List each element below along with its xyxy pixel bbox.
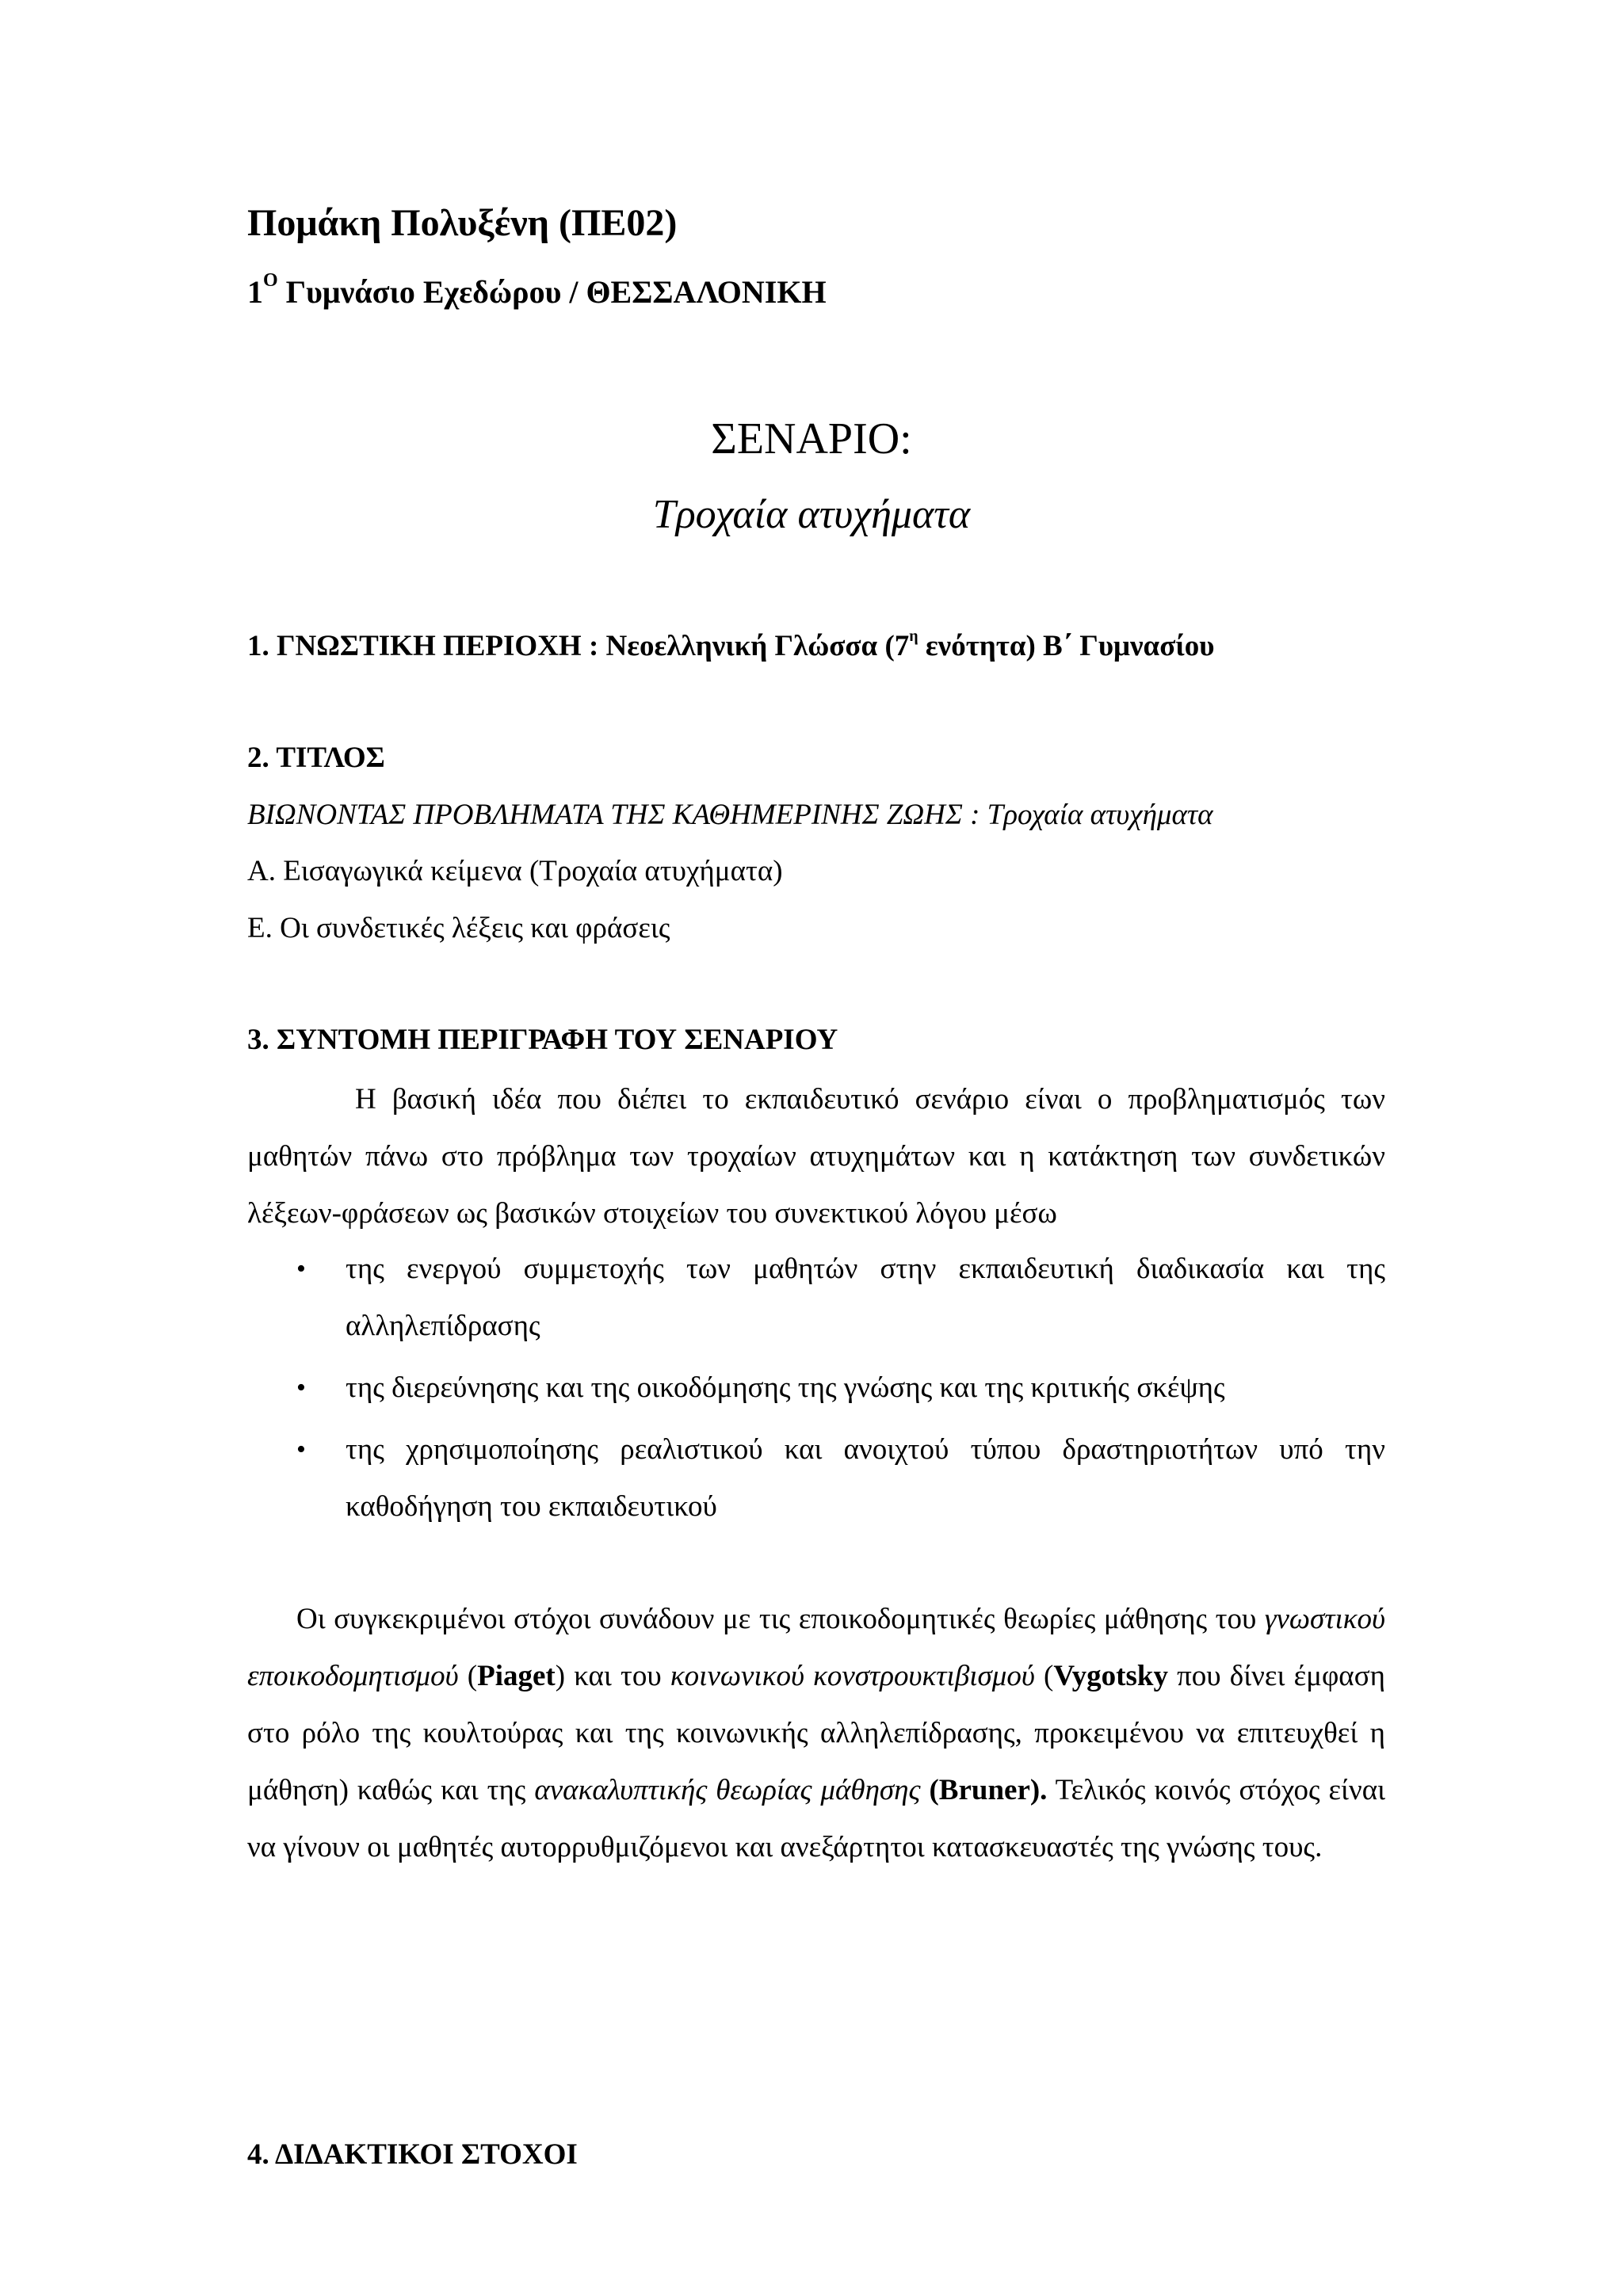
paragraph-text: που δίνει έμφαση στο ρόλο της κουλτούρας και της κοινωνικής αλληλεπίδρασης, προκειμένου να επιτευχθεί η μάθηση) καθώς και της	[247, 1660, 1385, 1806]
bullet-text: της ενεργού συμμετοχής των μαθητών στην εκπαιδευτική διαδικασία και της αλληλεπίδρασης	[346, 1253, 1385, 1342]
section1-heading	[247, 629, 1385, 663]
emphasis-text: γνωστικού εποικοδομητισμού	[247, 1603, 1385, 1692]
bullet-icon: •	[296, 1435, 306, 1464]
section2-heading: 2. ΤΙΤΛΟΣ	[247, 742, 385, 774]
strong-text: Piaget	[477, 1660, 556, 1692]
emphasis-text: κοινωνικού κονστρουκτιβισμού	[670, 1660, 1035, 1692]
bullet-icon: •	[296, 1254, 306, 1283]
section3-theory-paragraph	[247, 1591, 1385, 1876]
section4-heading: 4. ΔΙΔΑΚΤΙΚΟΙ ΣΤΟΧΟΙ	[247, 2138, 578, 2171]
section3-intro-paragraph: Η βασική ιδέα που διέπει το εκπαιδευτικό σενάριο είναι ο προβληματισμός των μαθητών πάνω στο πρόβλημα των τροχαίων ατυχημάτων και η κατάκτηση των συνδετικών λέξεων-φράσεων ως βασικών στοιχείων του συνεκτικού λόγου μέσω	[247, 1083, 1385, 1230]
section2-title-line: ΒΙΩΝΟΝΤΑΣ ΠΡΟΒΛΗΜΑΤΑ ΤΗΣ ΚΑΘΗΜΕΡΙΝΗΣ ΖΩΗΣ : Τροχαία ατυχήματα	[247, 799, 1213, 831]
list-item	[247, 1421, 1385, 1535]
list-item	[247, 1360, 1385, 1417]
paragraph-text: Οι συγκεκριμένοι στόχοι συνάδουν με τις εποικοδομητικές θεωρίες μάθησης του	[296, 1603, 1265, 1635]
section2-line-a: Α. Εισαγωγικά κείμενα (Τροχαία ατυχήματα)	[247, 855, 783, 887]
author-name: Πομάκη Πολυξένη (ΠΕ02)	[247, 202, 678, 244]
school-line	[247, 270, 1385, 311]
bullet-text: της διερεύνησης και της οικοδόμησης της γνώσης και της κριτικής σκέψης	[346, 1371, 1225, 1404]
paragraph-text: Τελικός κοινός στόχος είναι να γίνουν οι μαθητές αυτορρυθμιζόμενοι και ανεξάρτητοι κατασκευαστές της γνώσης τους.	[247, 1774, 1386, 1863]
school-superscript: Ο	[263, 270, 278, 291]
emphasis-text: ανακαλυπτικής θεωρίας μάθησης	[534, 1774, 921, 1806]
paragraph-text: ) και του	[555, 1660, 670, 1692]
school-number: 1	[247, 274, 263, 310]
section1-suffix: ενότητα) Β΄ Γυμνασίου	[918, 630, 1215, 662]
strong-text: Vygotsky	[1053, 1660, 1168, 1692]
paragraph-text: (	[1034, 1660, 1054, 1692]
section2-line-e: Ε. Οι συνδετικές λέξεις και φράσεις	[247, 912, 670, 944]
section1-prefix: 1. ΓΝΩΣΤΙΚΗ ΠΕΡΙΟΧΗ : Νεοελληνική Γλώσσα (7	[247, 630, 910, 662]
section3-heading: 3. ΣΥΝΤΟΜΗ ΠΕΡΙΓΡΑΦΗ ΤΟΥ ΣΕΝΑΡΙΟΥ	[247, 1024, 838, 1056]
paragraph-text: (	[458, 1660, 478, 1692]
scenario-title: ΣΕΝΑΡΙΟ:	[711, 414, 912, 463]
bullet-text: της χρησιμοποίησης ρεαλιστικού και ανοιχτού τύπου δραστηριοτήτων υπό την καθοδήγηση του εκπαιδευτικού	[346, 1433, 1385, 1523]
section1-superscript: η	[909, 627, 918, 645]
list-item	[247, 1241, 1385, 1355]
section3-bullet-list	[247, 1241, 1385, 1535]
scenario-subtitle: Τροχαία ατυχήματα	[652, 492, 971, 537]
school-name: Γυμνάσιο Εχεδώρου / ΘΕΣΣΑΛΟΝΙΚΗ	[277, 274, 827, 310]
bullet-icon: •	[296, 1373, 306, 1402]
strong-text: (Bruner).	[929, 1774, 1048, 1806]
paragraph-text	[921, 1774, 930, 1806]
